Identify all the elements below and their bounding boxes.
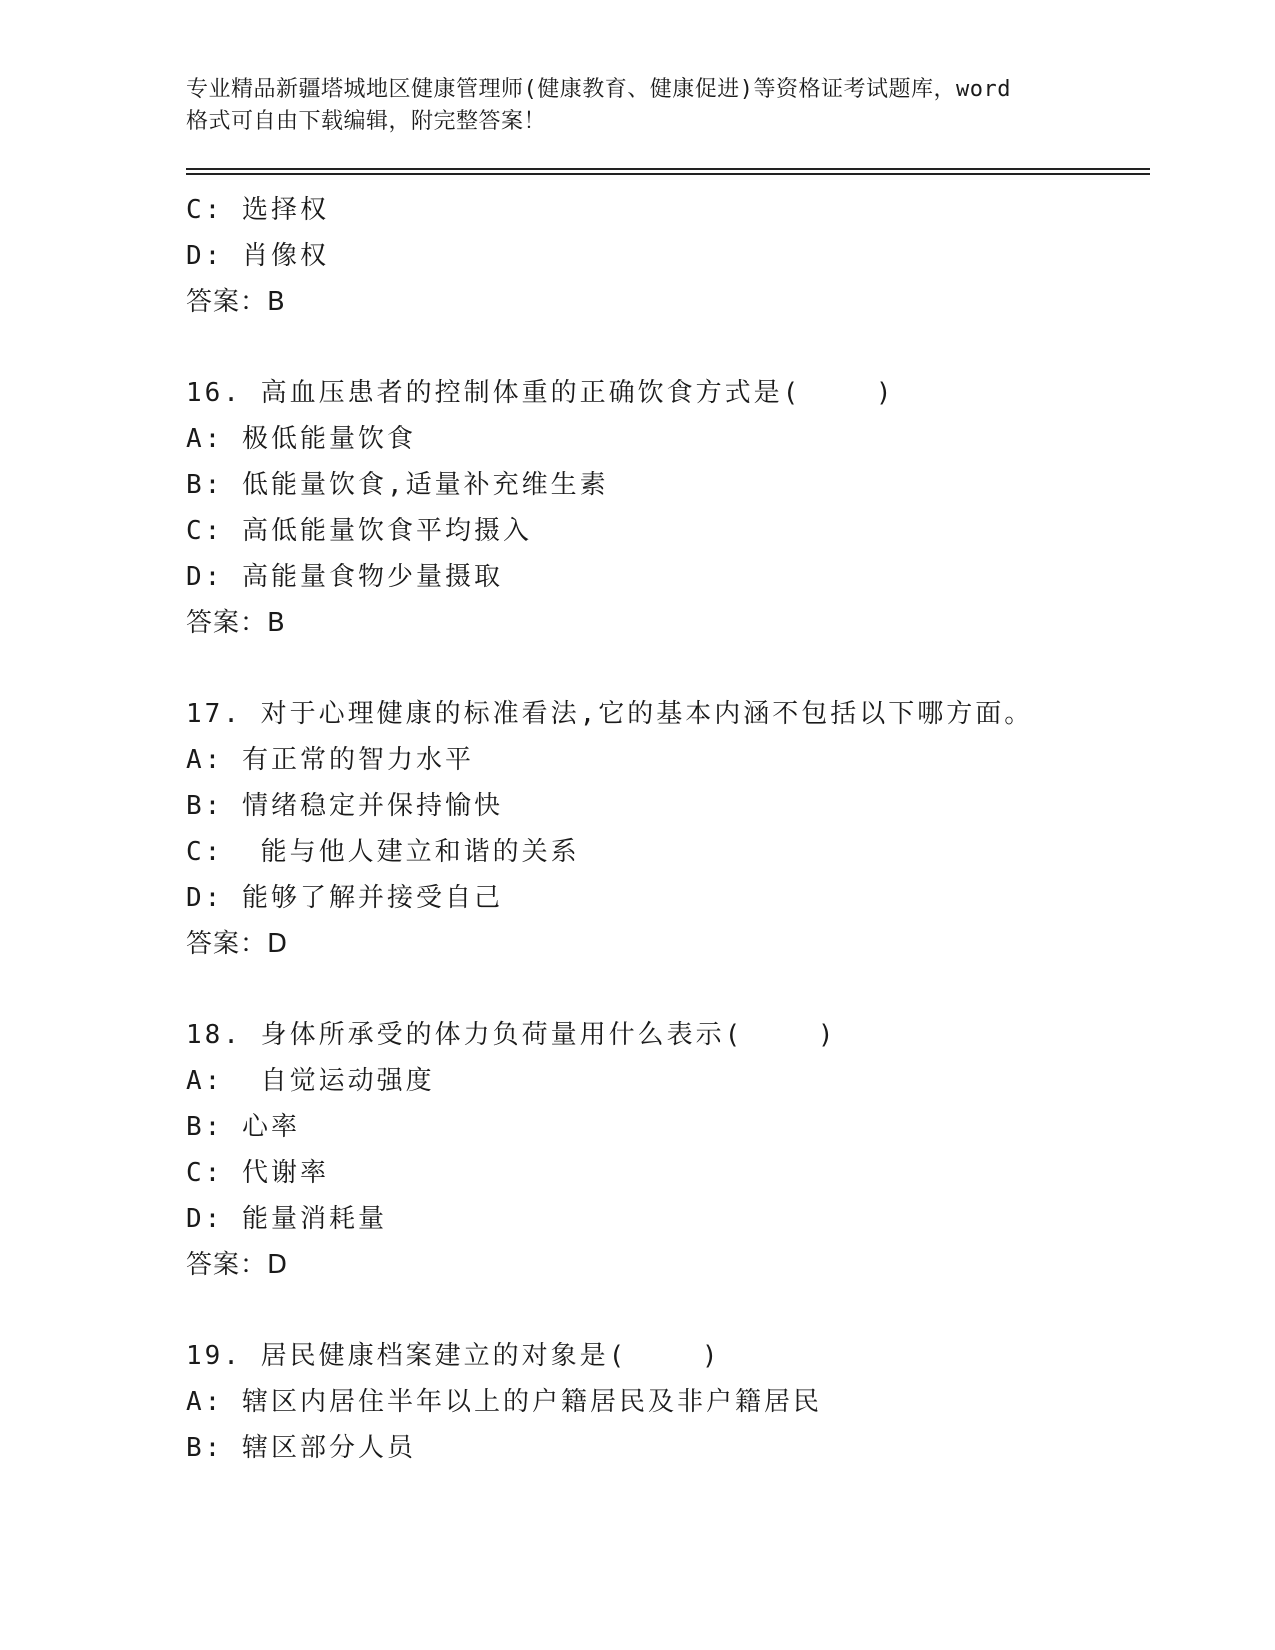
option-a: A: 有正常的智力水平 — [186, 745, 474, 775]
answer-line: 答案：D — [186, 929, 289, 959]
option-c: C: 代谢率 — [186, 1158, 329, 1188]
question-stem: 19. 居民健康档案建立的对象是( ) — [186, 1341, 721, 1371]
option-b: B: 辖区部分人员 — [186, 1433, 416, 1463]
answer-line: 答案：D — [186, 1250, 289, 1280]
question-stem: 17. 对于心理健康的标准看法,它的基本内涵不包括以下哪方面。 — [186, 699, 1034, 729]
option-c: C: 选择权 — [186, 195, 329, 225]
option-a: A: 辖区内居住半年以上的户籍居民及非户籍居民 — [186, 1387, 822, 1417]
answer-line: 答案：B — [186, 608, 286, 638]
option-d: D: 能够了解并接受自己 — [186, 883, 503, 913]
question-17 — [186, 691, 1146, 967]
question-19 — [186, 1333, 1146, 1471]
question-18 — [186, 1012, 1146, 1288]
header-divider-top — [186, 168, 1150, 170]
question-stem: 16. 高血压患者的控制体重的正确饮食方式是( ) — [186, 378, 895, 408]
option-d: D: 肖像权 — [186, 241, 329, 271]
question-16 — [186, 370, 1146, 646]
question-stem: 18. 身体所承受的体力负荷量用什么表示( ) — [186, 1020, 837, 1050]
document-header — [186, 74, 1086, 138]
answer-line: 答案：B — [186, 287, 286, 317]
option-b: B: 心率 — [186, 1112, 300, 1142]
header-line-2: 格式可自由下载编辑，附完整答案！ — [186, 109, 547, 134]
question-15-continued — [186, 187, 1146, 325]
option-c: C: 高低能量饮食平均摄入 — [186, 516, 532, 546]
option-b: B: 低能量饮食,适量补充维生素 — [186, 470, 609, 500]
question-list — [186, 187, 1146, 1471]
option-d: D: 高能量食物少量摄取 — [186, 562, 503, 592]
option-b: B: 情绪稳定并保持愉快 — [186, 791, 503, 821]
option-d: D: 能量消耗量 — [186, 1204, 387, 1234]
header-divider-bottom — [186, 173, 1150, 175]
option-a: A: 极低能量饮食 — [186, 424, 416, 454]
header-line-1: 专业精品新疆塔城地区健康管理师(健康教育、健康促进)等资格证考试题库，word — [186, 77, 1011, 102]
option-c: C: 能与他人建立和谐的关系 — [186, 837, 580, 867]
option-a: A: 自觉运动强度 — [186, 1066, 435, 1096]
